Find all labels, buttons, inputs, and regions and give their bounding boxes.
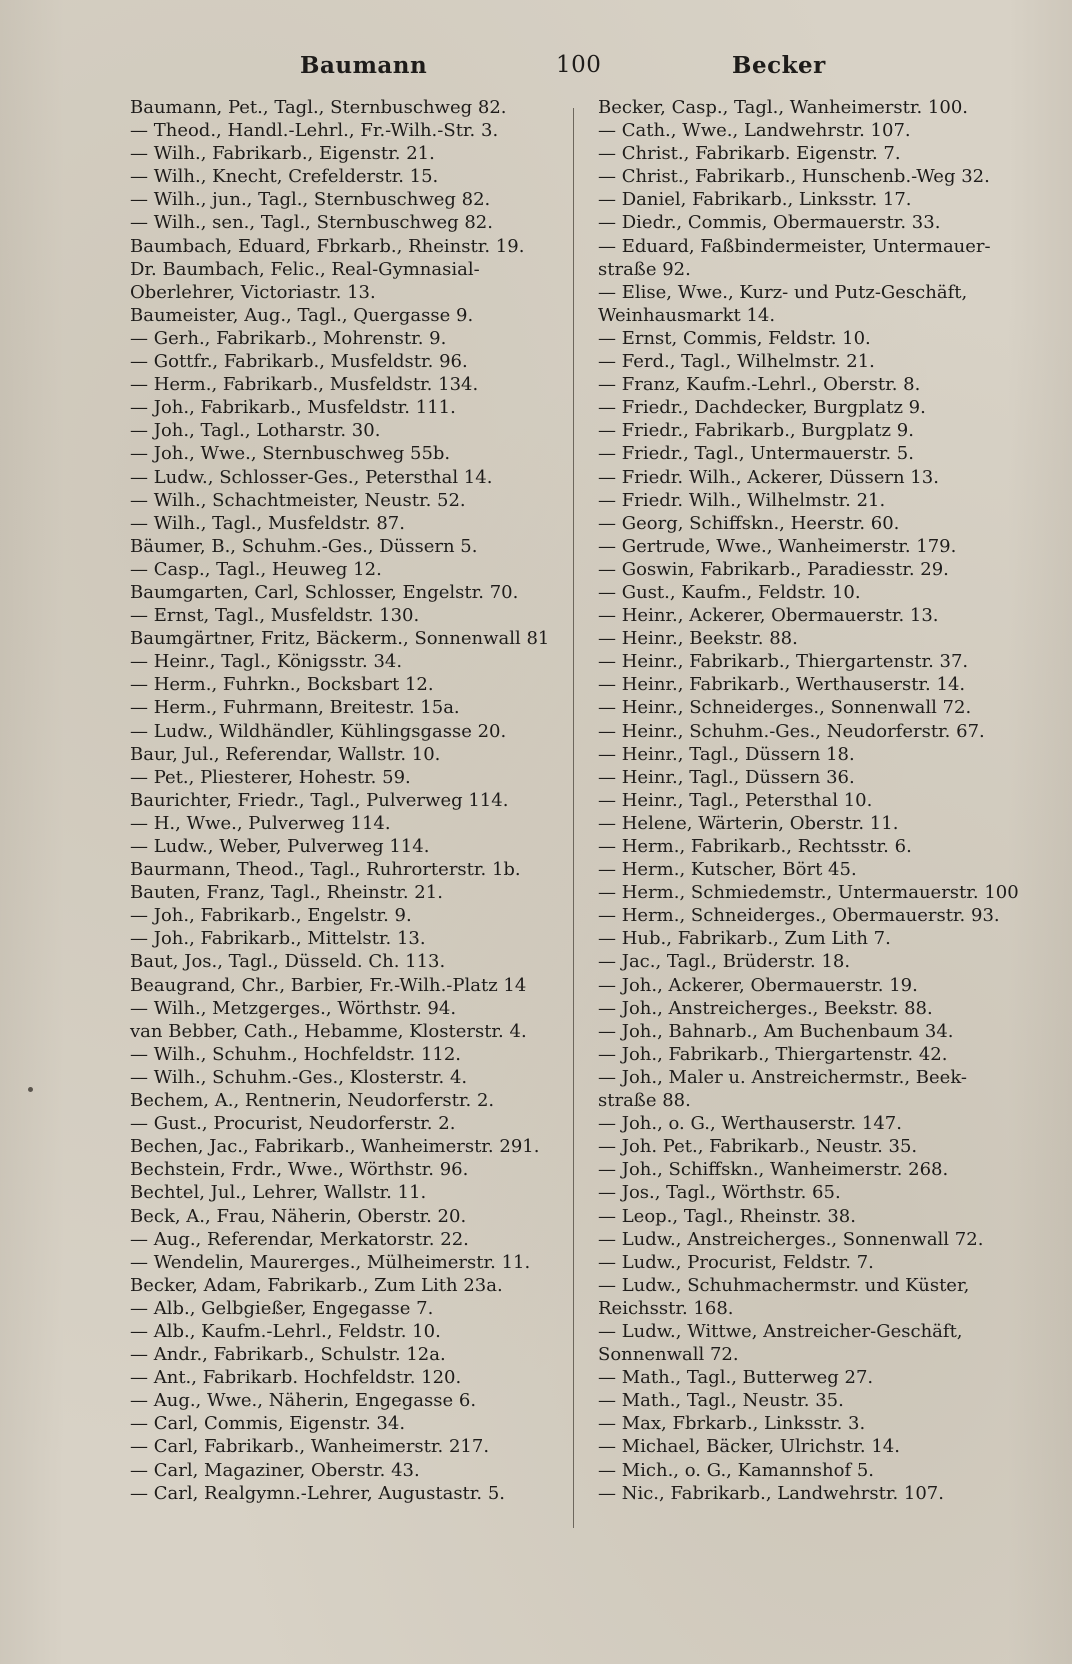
directory-entry-line: — Casp., Tagl., Heuweg 12.: [130, 558, 382, 580]
directory-entry-line: — Ernst, Tagl., Musfeldstr. 130.: [130, 605, 420, 627]
directory-entry-line: — Joh., Fabrikarb., Musfeldstr. 111.: [130, 397, 456, 419]
directory-entry-line: — Herm., Fuhrkn., Bocksbart 12.: [130, 674, 434, 696]
directory-entry-line: Baumbach, Eduard, Fbrkarb., Rheinstr. 19.: [130, 235, 525, 257]
directory-entry-line: — Friedr. Wilh., Wilhelmstr. 21.: [598, 489, 886, 511]
directory-entry-line: — Heinr., Schuhm.-Ges., Neudorferstr. 67.: [598, 720, 985, 742]
directory-entry-line: — Wilh., Fabrikarb., Eigenstr. 21.: [130, 143, 435, 165]
directory-entry-line: — Friedr., Dachdecker, Burgplatz 9.: [598, 397, 926, 419]
directory-entry-line: — Friedr., Tagl., Untermauerstr. 5.: [598, 443, 914, 465]
directory-entry-line: — Joh., Fabrikarb., Mittelstr. 13.: [130, 928, 426, 950]
paper-speck: [28, 1087, 33, 1092]
directory-entry-line: — Ludw., Procurist, Feldstr. 7.: [598, 1251, 874, 1273]
directory-entry-line: — Joh., Bahnarb., Am Buchenbaum 34.: [598, 1020, 954, 1042]
directory-entry-line: — Theod., Handl.-Lehrl., Fr.-Wilh.-Str. 3.: [130, 120, 499, 142]
directory-entry-line: — Wilh., Schuhm.-Ges., Klosterstr. 4.: [130, 1066, 468, 1088]
directory-entry-line: — Joh., Schiffskn., Wanheimerstr. 268.: [598, 1159, 949, 1181]
directory-entry-line: — Eduard, Faßbindermeister, Untermauer-: [598, 235, 991, 257]
directory-entry-line: — Joh., o. G., Werthauserstr. 147.: [598, 1113, 902, 1135]
directory-entry-line: — Ludw., Wildhändler, Kühlingsgasse 20.: [130, 720, 507, 742]
directory-entry-line: — Wilh., Schachtmeister, Neustr. 52.: [130, 489, 466, 511]
directory-entry-line: — Hub., Fabrikarb., Zum Lith 7.: [598, 928, 891, 950]
directory-entry-line: — Joh., Wwe., Sternbuschweg 55b.: [130, 443, 451, 465]
directory-entry-line: Baut, Jos., Tagl., Düsseld. Ch. 113.: [130, 951, 446, 973]
page-number: 100: [556, 52, 602, 78]
directory-entry-line: Reichsstr. 168.: [598, 1297, 734, 1319]
directory-entry-line: Becker, Casp., Tagl., Wanheimerstr. 100.: [598, 97, 969, 118]
directory-entry-line: — Michael, Bäcker, Ulrichstr. 14.: [598, 1436, 900, 1458]
directory-entry-line: — Heinr., Fabrikarb., Thiergartenstr. 37.: [598, 651, 969, 673]
directory-entry-line: — Wilh., Schuhm., Hochfeldstr. 112.: [130, 1043, 462, 1065]
directory-entry-line: straße 92.: [598, 258, 691, 280]
directory-entry-line: — Cath., Wwe., Landwehrstr. 107.: [598, 120, 911, 142]
directory-entry-line: — Wilh., Knecht, Crefelderstr. 15.: [130, 166, 439, 188]
directory-entry-line: — Herm., Schneiderges., Obermauerstr. 93.: [598, 905, 1000, 927]
directory-entry-line: Baurichter, Friedr., Tagl., Pulverweg 114.: [130, 789, 509, 811]
directory-entry-line: — Ferd., Tagl., Wilhelmstr. 21.: [598, 351, 875, 373]
directory-entry-line: — Gust., Procurist, Neudorferstr. 2.: [130, 1113, 456, 1135]
directory-entry-line: — Herm., Fabrikarb., Musfeldstr. 134.: [130, 374, 479, 396]
directory-entry-line: — Heinr., Tagl., Düssern 36.: [598, 766, 855, 788]
directory-entry-line: — Joh., Maler u. Anstreichermstr., Beek-: [598, 1066, 968, 1088]
directory-entry-line: Bechem, A., Rentnerin, Neudorferstr. 2.: [130, 1090, 495, 1112]
directory-entry-line: — Ernst, Commis, Feldstr. 10.: [598, 327, 871, 349]
directory-entry-line: — Christ., Fabrikarb. Eigenstr. 7.: [598, 143, 901, 165]
directory-entry-line: — Goswin, Fabrikarb., Paradiesstr. 29.: [598, 558, 949, 580]
directory-entry-line: straße 88.: [598, 1090, 691, 1112]
page-header: [0, 48, 1072, 88]
directory-entry-line: — Gertrude, Wwe., Wanheimerstr. 179.: [598, 535, 957, 557]
directory-entry-line: — Franz, Kaufm.-Lehrl., Oberstr. 8.: [598, 374, 921, 396]
directory-entry-line: — Joh., Anstreicherges., Beekstr. 88.: [598, 997, 933, 1019]
directory-entry-line: Dr. Baumbach, Felic., Real-Gymnasial-: [130, 258, 480, 280]
directory-entry-line: — Wendelin, Maurerges., Mülheimerstr. 11.: [130, 1251, 531, 1273]
directory-entry-line: — Daniel, Fabrikarb., Linksstr. 17.: [598, 189, 912, 211]
directory-entry-line: — Herm., Fabrikarb., Rechtsstr. 6.: [598, 836, 912, 857]
directory-entry-line: — Nic., Fabrikarb., Landwehrstr. 107.: [598, 1482, 944, 1504]
directory-entry-line: — Christ., Fabrikarb., Hunschenb.-Weg 32.: [598, 166, 990, 188]
directory-entry-line: — Jac., Tagl., Brüderstr. 18.: [598, 951, 851, 973]
directory-entry-line: — Wilh., jun., Tagl., Sternbuschweg 82.: [130, 189, 491, 211]
directory-entry-line: — Jos., Tagl., Wörthstr. 65.: [598, 1182, 841, 1204]
header-last-entry: Becker: [732, 52, 826, 79]
directory-entry-line: — Friedr. Wilh., Ackerer, Düssern 13.: [598, 466, 939, 488]
directory-entry-line: Bäumer, B., Schuhm.-Ges., Düssern 5.: [130, 535, 478, 557]
directory-entry-line: — Gust., Kaufm., Feldstr. 10.: [598, 581, 861, 603]
directory-entry-line: — Georg, Schiffskn., Heerstr. 60.: [598, 512, 900, 534]
directory-entry-line: — Joh. Pet., Fabrikarb., Neustr. 35.: [598, 1136, 918, 1158]
directory-entry-line: — Carl, Fabrikarb., Wanheimerstr. 217.: [130, 1436, 490, 1458]
directory-entry-line: Bauten, Franz, Tagl., Rheinstr. 21.: [130, 882, 443, 904]
directory-entry-line: Becker, Adam, Fabrikarb., Zum Lith 23a.: [130, 1274, 503, 1296]
directory-entry-line: — Ant., Fabrikarb. Hochfeldstr. 120.: [130, 1367, 462, 1389]
directory-entry-line: — Heinr., Tagl., Königsstr. 34.: [130, 651, 403, 673]
directory-entry-line: — Wilh., Tagl., Musfeldstr. 87.: [130, 512, 405, 534]
directory-entry-line: — Math., Tagl., Neustr. 35.: [598, 1390, 844, 1412]
directory-entry-line: — Ludw., Wittwe, Anstreicher-Geschäft,: [598, 1320, 963, 1342]
directory-entry-line: — Aug., Referendar, Merkatorstr. 22.: [130, 1228, 469, 1250]
column-divider: [573, 108, 574, 1528]
directory-entry-line: — Herm., Kutscher, Bört 45.: [598, 859, 857, 881]
directory-entry-line: — Carl, Magaziner, Oberstr. 43.: [130, 1459, 420, 1481]
directory-entry-line: Baumann, Pet., Tagl., Sternbuschweg 82.: [130, 97, 507, 118]
directory-entry-line: — Wilh., Metzgerges., Wörthstr. 94.: [130, 997, 457, 1019]
right-column: [598, 96, 1038, 1505]
directory-entry-line: Baumeister, Aug., Tagl., Quergasse 9.: [130, 304, 474, 326]
directory-entry-line: — Helene, Wärterin, Oberstr. 11.: [598, 812, 899, 834]
directory-entry-line: — Friedr., Fabrikarb., Burgplatz 9.: [598, 420, 914, 442]
directory-entry-line: Bechen, Jac., Fabrikarb., Wanheimerstr. 291.: [130, 1136, 540, 1158]
directory-entry-line: — Pet., Pliesterer, Hohestr. 59.: [130, 766, 411, 788]
directory-entry-line: — Joh., Ackerer, Obermauerstr. 19.: [598, 974, 918, 996]
directory-entry-line: Baumgärtner, Fritz, Bäckerm., Sonnenwall 81: [130, 628, 550, 650]
directory-entry-line: — Heinr., Schneiderges., Sonnenwall 72.: [598, 697, 972, 719]
directory-entry-line: — Ludw., Schlosser-Ges., Petersthal 14.: [130, 466, 493, 488]
directory-entry-line: — Ludw., Schuhmachermstr. und Küster,: [598, 1274, 970, 1296]
directory-entry-line: — Mich., o. G., Kamannshof 5.: [598, 1459, 875, 1481]
directory-entry-line: — Heinr., Fabrikarb., Werthauserstr. 14.: [598, 674, 966, 696]
directory-entry-line: Baur, Jul., Referendar, Wallstr. 10.: [130, 743, 441, 765]
directory-entry-line: — H., Wwe., Pulverweg 114.: [130, 812, 391, 834]
directory-entry-line: Weinhausmarkt 14.: [598, 304, 776, 326]
directory-entry-line: — Elise, Wwe., Kurz- und Putz-Geschäft,: [598, 281, 968, 303]
directory-entry-line: — Gerh., Fabrikarb., Mohrenstr. 9.: [130, 327, 447, 349]
directory-entry-line: van Bebber, Cath., Hebamme, Klosterstr. 4.: [130, 1020, 527, 1042]
directory-entry-line: — Herm., Schmiedemstr., Untermauerstr. 100: [598, 882, 1019, 904]
directory-entry-line: — Ludw., Anstreicherges., Sonnenwall 72.: [598, 1228, 984, 1250]
header-first-entry: Baumann: [300, 52, 428, 79]
directory-entry-line: Bechstein, Frdr., Wwe., Wörthstr. 96.: [130, 1159, 469, 1181]
directory-entry-line: — Diedr., Commis, Obermauerstr. 33.: [598, 212, 941, 234]
directory-entry-line: — Alb., Gelbgießer, Engegasse 7.: [130, 1297, 434, 1319]
directory-entry-line: Oberlehrer, Victoriastr. 13.: [130, 281, 376, 303]
directory-entry-line: — Alb., Kaufm.-Lehrl., Feldstr. 10.: [130, 1320, 441, 1342]
directory-entry-line: — Heinr., Ackerer, Obermauerstr. 13.: [598, 605, 939, 627]
directory-entry-line: — Herm., Fuhrmann, Breitestr. 15a.: [130, 697, 460, 719]
directory-entry-line: — Max, Fbrkarb., Linksstr. 3.: [598, 1413, 866, 1435]
directory-entry-line: Baumgarten, Carl, Schlosser, Engelstr. 70.: [130, 581, 519, 603]
directory-entry-line: — Joh., Fabrikarb., Thiergartenstr. 42.: [598, 1043, 948, 1065]
directory-entry-line: — Ludw., Weber, Pulverweg 114.: [130, 836, 430, 857]
left-column: [130, 96, 570, 1505]
directory-entry-line: — Math., Tagl., Butterweg 27.: [598, 1367, 874, 1389]
directory-entry-line: — Heinr., Beekstr. 88.: [598, 628, 798, 650]
directory-entry-line: Beaugrand, Chr., Barbier, Fr.-Wilh.-Platz 14: [130, 974, 527, 996]
directory-entry-line: — Heinr., Tagl., Düssern 18.: [598, 743, 855, 765]
directory-entry-line: Bechtel, Jul., Lehrer, Wallstr. 11.: [130, 1182, 427, 1204]
directory-entry-line: — Carl, Realgymn.-Lehrer, Augustastr. 5.: [130, 1482, 506, 1504]
directory-entry-line: — Joh., Tagl., Lotharstr. 30.: [130, 420, 381, 442]
directory-entry-line: Beck, A., Frau, Näherin, Oberstr. 20.: [130, 1205, 467, 1227]
directory-entry-line: Baurmann, Theod., Tagl., Ruhrorterstr. 1b.: [130, 859, 521, 881]
directory-entry-line: — Joh., Fabrikarb., Engelstr. 9.: [130, 905, 412, 927]
directory-entry-line: — Heinr., Tagl., Petersthal 10.: [598, 789, 873, 811]
directory-entry-line: — Leop., Tagl., Rheinstr. 38.: [598, 1205, 856, 1227]
directory-entry-line: — Aug., Wwe., Näherin, Engegasse 6.: [130, 1390, 477, 1412]
directory-entry-line: — Wilh., sen., Tagl., Sternbuschweg 82.: [130, 212, 493, 234]
directory-entry-line: — Gottfr., Fabrikarb., Musfeldstr. 96.: [130, 351, 468, 373]
directory-entry-line: — Carl, Commis, Eigenstr. 34.: [130, 1413, 406, 1435]
directory-entry-line: Sonnenwall 72.: [598, 1344, 739, 1366]
directory-entry-line: — Andr., Fabrikarb., Schulstr. 12a.: [130, 1344, 446, 1366]
